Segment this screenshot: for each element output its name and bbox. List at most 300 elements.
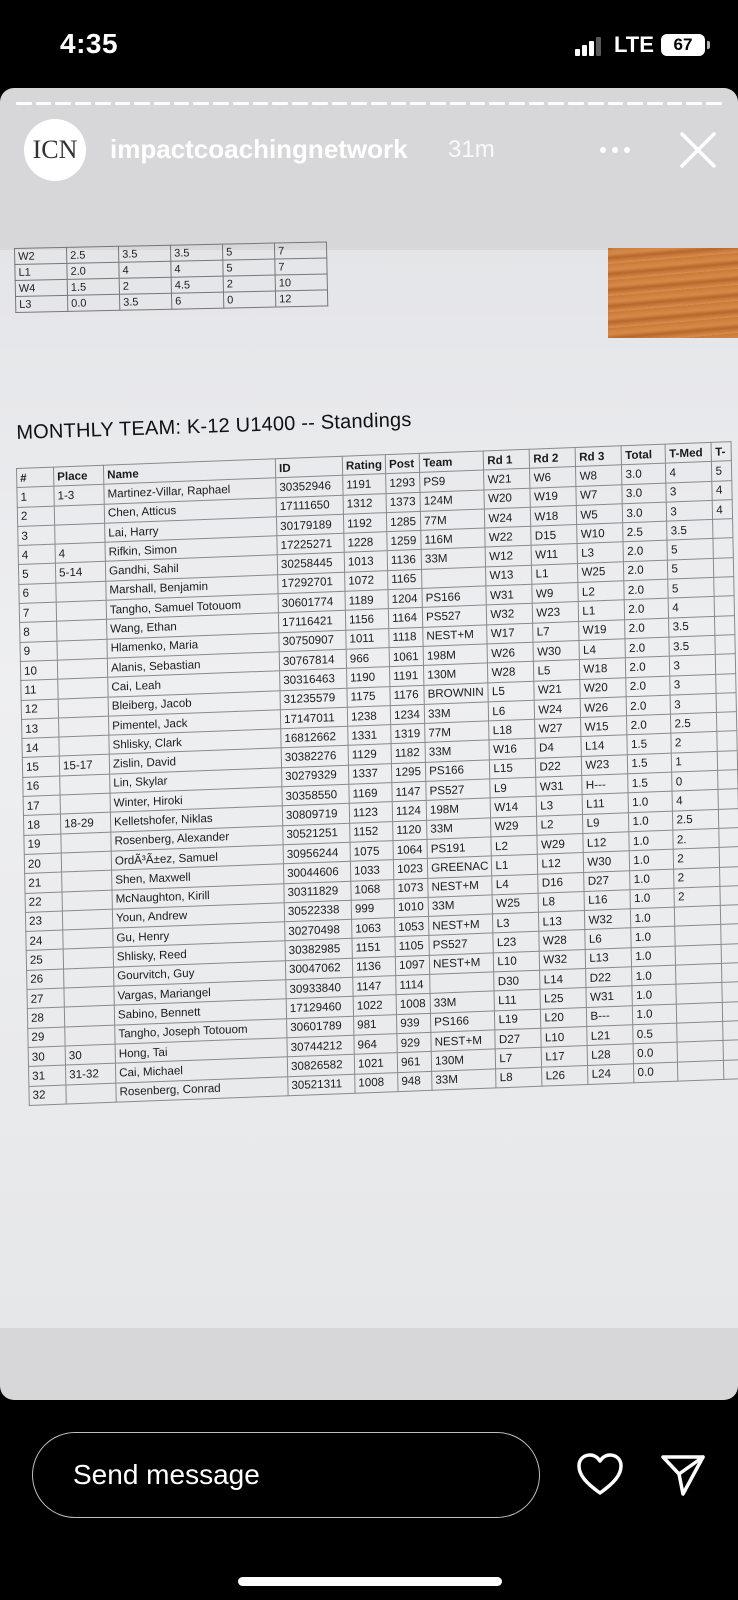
table-cell: 198M xyxy=(423,644,488,666)
table-cell: 17 xyxy=(23,795,60,816)
column-header: Rd 1 xyxy=(484,449,530,470)
table-cell: 30179189 xyxy=(276,514,343,536)
network-label: LTE xyxy=(614,32,654,57)
table-cell: 30352946 xyxy=(276,476,343,498)
story-progress-bar xyxy=(16,102,722,105)
table-cell: 2.0 xyxy=(625,637,669,658)
table-cell xyxy=(58,697,108,718)
table-cell xyxy=(56,600,106,621)
table-cell: 29 xyxy=(28,1027,65,1048)
column-header: Rd 2 xyxy=(530,447,576,468)
send-message-input[interactable] xyxy=(73,1433,513,1517)
table-cell: 1013 xyxy=(344,551,387,572)
table-cell: W32 xyxy=(487,604,533,625)
table-cell: L16 xyxy=(584,890,630,911)
table-cell xyxy=(718,770,738,790)
table-cell: Cai, Michael xyxy=(115,1057,287,1083)
table-cell: Alanis, Sebastian xyxy=(107,652,279,678)
table-cell xyxy=(60,774,110,795)
mini-table-cell: 3.5 xyxy=(170,244,222,261)
table-cell: W20 xyxy=(484,488,530,509)
table-cell: NEST+M xyxy=(429,914,494,936)
table-cell: 18-29 xyxy=(60,813,110,834)
table-cell: 1129 xyxy=(348,744,391,765)
table-cell: Rifkin, Simon xyxy=(105,536,277,562)
mini-table-cell: L1 xyxy=(15,263,67,280)
table-cell: 2. xyxy=(673,828,719,849)
table-cell: L8 xyxy=(538,891,584,912)
table-cell: L3 xyxy=(577,542,623,563)
table-cell: 30 xyxy=(28,1046,65,1067)
table-cell: 1022 xyxy=(353,995,396,1016)
table-cell: 2.5 xyxy=(673,809,719,830)
table-cell: 964 xyxy=(354,1034,397,1055)
table-cell: L21 xyxy=(587,1025,633,1046)
table-cell: W27 xyxy=(535,718,581,739)
avatar[interactable]: ICN xyxy=(24,119,86,181)
battery-icon: 67 xyxy=(661,34,705,56)
table-cell: 1.5 xyxy=(628,772,672,793)
table-cell: 20 xyxy=(24,853,61,874)
table-cell xyxy=(716,654,736,674)
table-cell: 5-14 xyxy=(55,562,105,583)
table-cell: 981 xyxy=(354,1014,397,1035)
table-cell: L7 xyxy=(496,1047,542,1068)
table-cell: 30258445 xyxy=(277,553,344,575)
table-cell: 4 xyxy=(713,500,733,520)
table-cell: L10 xyxy=(541,1026,587,1047)
table-cell: 1331 xyxy=(348,725,391,746)
table-cell: 1228 xyxy=(344,532,387,553)
column-header: Total xyxy=(622,444,666,465)
table-cell: H--- xyxy=(582,774,628,795)
table-cell: L4 xyxy=(492,874,538,895)
table-cell: 33M xyxy=(424,702,489,724)
table-cell: 1072 xyxy=(345,570,388,591)
table-cell: 198M xyxy=(426,798,491,820)
table-cell xyxy=(430,972,495,994)
table-cell: 22 xyxy=(25,892,62,913)
table-cell: 28 xyxy=(27,1007,64,1028)
table-cell: L14 xyxy=(540,968,586,989)
table-cell: 5 xyxy=(668,577,714,598)
table-cell: L5 xyxy=(488,681,534,702)
table-cell: L17 xyxy=(542,1046,588,1067)
table-cell: Gu, Henry xyxy=(113,922,285,948)
table-cell: Gandhi, Sahil xyxy=(105,555,277,581)
table-cell: Winter, Hiroki xyxy=(110,787,282,813)
table-cell: 1156 xyxy=(345,609,388,630)
table-cell: 33M xyxy=(427,818,492,840)
mini-table-cell: 7 xyxy=(274,242,326,259)
table-cell: 1285 xyxy=(386,511,420,532)
send-icon[interactable] xyxy=(660,1452,706,1498)
table-cell: W24 xyxy=(485,507,531,528)
table-cell: W17 xyxy=(487,623,533,644)
mini-table-cell: 12 xyxy=(275,290,327,307)
table-cell: 15-17 xyxy=(59,755,109,776)
table-cell: W29 xyxy=(537,833,583,854)
table-cell: 1.0 xyxy=(629,830,673,851)
table-cell: 1 xyxy=(672,751,718,772)
table-cell: 31235579 xyxy=(280,688,347,710)
table-cell: Lin, Skylar xyxy=(110,767,282,793)
table-cell: W12 xyxy=(486,546,532,567)
table-cell: PS9 xyxy=(420,470,485,492)
table-cell: 1075 xyxy=(350,841,393,862)
column-header: Post xyxy=(385,453,419,474)
table-cell: 1 xyxy=(17,486,54,507)
table-cell: Hong, Tai xyxy=(115,1038,287,1064)
table-cell: 1.0 xyxy=(631,907,675,928)
table-cell: Lai, Harry xyxy=(105,517,277,543)
table-cell xyxy=(64,967,114,988)
table-cell: 2 xyxy=(17,506,54,527)
table-cell: W15 xyxy=(581,716,627,737)
table-cell xyxy=(722,963,738,983)
table-cell xyxy=(677,1002,723,1023)
table-cell: 2.0 xyxy=(627,714,671,735)
table-cell: 124M xyxy=(420,490,485,512)
table-cell: 4 xyxy=(669,597,715,618)
standings-title: MONTHLY TEAM: K-12 U1400 -- Standings xyxy=(16,408,412,444)
table-cell xyxy=(724,1059,738,1079)
mini-table-cell: 0.0 xyxy=(68,294,120,311)
table-cell: 77M xyxy=(420,509,485,531)
table-cell: 3.0 xyxy=(623,502,667,523)
wood-table-background xyxy=(608,248,738,338)
table-cell: 30382276 xyxy=(281,746,348,768)
table-cell: 30521251 xyxy=(283,823,350,845)
table-cell: 2.0 xyxy=(623,541,667,562)
table-cell: 1124 xyxy=(392,801,426,822)
table-cell: 2 xyxy=(674,867,720,888)
table-cell xyxy=(676,983,722,1004)
table-cell: Wang, Ethan xyxy=(107,613,279,639)
table-cell: W23 xyxy=(533,602,579,623)
previous-section-table xyxy=(14,241,328,313)
table-cell: 8 xyxy=(20,621,57,642)
table-cell: 30826582 xyxy=(287,1054,354,1076)
table-cell: 1337 xyxy=(348,763,391,784)
table-cell: Tangho, Joseph Totouom xyxy=(115,1018,287,1044)
table-cell xyxy=(715,596,735,616)
table-cell: 3.5 xyxy=(669,616,715,637)
table-cell: 12 xyxy=(21,699,58,720)
table-cell: 33M xyxy=(425,740,490,762)
table-cell: 1165 xyxy=(388,569,422,590)
table-cell: 999 xyxy=(351,898,394,919)
table-cell: 30047062 xyxy=(285,958,352,980)
table-cell: L13 xyxy=(539,911,585,932)
table-cell: 1176 xyxy=(390,685,424,706)
table-cell: 2.0 xyxy=(624,579,668,600)
more-options-icon[interactable] xyxy=(600,138,636,162)
table-cell xyxy=(65,1025,115,1046)
table-cell: D30 xyxy=(494,970,540,991)
table-cell: 30044606 xyxy=(283,861,350,883)
send-message-box[interactable] xyxy=(32,1432,540,1518)
story-username[interactable]: impactcoachingnetwork xyxy=(110,134,408,164)
table-cell: 3 xyxy=(670,655,716,676)
table-cell: W14 xyxy=(491,797,537,818)
table-cell: 17129460 xyxy=(286,997,353,1019)
table-cell: 10 xyxy=(20,660,57,681)
table-cell: 2.0 xyxy=(626,676,670,697)
table-cell: 16812662 xyxy=(281,726,348,748)
table-cell: 116M xyxy=(421,528,486,550)
table-cell: W31 xyxy=(486,584,532,605)
table-cell: 1136 xyxy=(352,956,395,977)
mini-table-cell: 4 xyxy=(119,261,171,278)
table-cell: 1152 xyxy=(350,821,393,842)
table-cell: Shlisky, Reed xyxy=(113,941,285,967)
table-cell: L14 xyxy=(581,735,627,756)
table-cell: L15 xyxy=(490,758,536,779)
table-cell: 0.5 xyxy=(633,1023,677,1044)
table-cell: W8 xyxy=(576,465,622,486)
table-cell: Gourvitch, Guy xyxy=(114,960,286,986)
table-cell: 1238 xyxy=(347,705,390,726)
table-cell xyxy=(676,963,722,984)
table-cell: W16 xyxy=(489,739,535,760)
table-cell xyxy=(63,948,113,969)
table-cell: 0 xyxy=(672,770,718,791)
table-cell: W31 xyxy=(586,986,632,1007)
table-cell: 1.0 xyxy=(628,791,672,812)
table-cell: L10 xyxy=(494,951,540,972)
table-cell: 966 xyxy=(346,648,389,669)
mini-table-cell: 3.5 xyxy=(119,293,171,310)
table-cell: 30382985 xyxy=(285,939,352,961)
table-cell: 4 xyxy=(18,544,55,565)
table-cell: 1.0 xyxy=(629,811,673,832)
table-cell: 5 xyxy=(18,564,55,585)
column-header: T- xyxy=(711,442,731,462)
table-cell: 33M xyxy=(430,991,495,1013)
table-cell xyxy=(678,1060,724,1081)
table-cell: W28 xyxy=(539,930,585,951)
table-cell: 1175 xyxy=(347,686,390,707)
table-cell: L5 xyxy=(534,660,580,681)
table-cell: 1118 xyxy=(389,627,423,648)
standings-table-wrapper xyxy=(16,441,738,1106)
table-cell xyxy=(715,615,735,635)
table-cell: 1.0 xyxy=(630,849,674,870)
table-cell xyxy=(60,793,110,814)
mini-table-cell: 7 xyxy=(275,258,327,275)
table-cell xyxy=(59,735,109,756)
table-cell: GREENAC xyxy=(427,856,492,878)
table-cell: W9 xyxy=(532,583,578,604)
column-header: Place xyxy=(53,465,103,486)
table-cell: W20 xyxy=(580,677,626,698)
table-cell: Sabino, Bennett xyxy=(114,999,286,1025)
table-cell: B--- xyxy=(587,1005,633,1026)
table-cell: 130M xyxy=(431,1049,496,1071)
table-cell: W30 xyxy=(584,851,630,872)
table-cell: L3 xyxy=(537,795,583,816)
table-cell: 2 xyxy=(671,732,717,753)
table-cell: W18 xyxy=(580,658,626,679)
table-cell: W6 xyxy=(530,467,576,488)
table-cell: 948 xyxy=(398,1071,432,1092)
table-cell xyxy=(57,658,107,679)
table-cell: D16 xyxy=(538,872,584,893)
table-cell: L1 xyxy=(532,563,578,584)
table-cell: L20 xyxy=(541,1007,587,1028)
heart-icon[interactable] xyxy=(576,1452,624,1496)
table-cell xyxy=(64,986,114,1007)
table-cell: 2.0 xyxy=(627,695,671,716)
table-cell: 27 xyxy=(27,988,64,1009)
table-cell xyxy=(717,731,737,751)
table-cell xyxy=(677,1041,723,1062)
table-cell: W19 xyxy=(530,486,576,507)
table-cell: W11 xyxy=(532,544,578,565)
table-cell: L24 xyxy=(588,1063,634,1084)
table-cell: 1.0 xyxy=(632,984,676,1005)
table-cell: 2.0 xyxy=(626,656,670,677)
table-cell: D22 xyxy=(536,756,582,777)
table-cell: 1010 xyxy=(394,897,428,918)
table-cell: L6 xyxy=(489,700,535,721)
table-cell xyxy=(64,1006,114,1027)
mini-table xyxy=(14,241,328,313)
table-cell: 23 xyxy=(25,911,62,932)
table-cell: 1147 xyxy=(392,781,426,802)
table-cell: 3.0 xyxy=(622,483,666,504)
table-cell: 33M xyxy=(428,895,493,917)
close-icon[interactable] xyxy=(678,130,718,170)
table-cell xyxy=(62,890,112,911)
column-header: Rating xyxy=(342,455,385,476)
table-cell: 6 xyxy=(19,583,56,604)
table-cell: 1-3 xyxy=(54,485,104,506)
table-cell xyxy=(61,832,111,853)
table-cell: L8 xyxy=(496,1067,542,1088)
table-cell: 24 xyxy=(26,930,63,951)
table-cell: 30521311 xyxy=(288,1074,355,1096)
table-cell: 4 xyxy=(712,480,732,500)
table-cell: 1259 xyxy=(387,531,421,552)
table-cell: OrdÃ³Ã±ez, Samuel xyxy=(111,845,283,871)
table-cell: L19 xyxy=(495,1009,541,1030)
table-cell: L2 xyxy=(578,581,624,602)
table-cell: L12 xyxy=(583,832,629,853)
table-cell: L12 xyxy=(538,853,584,874)
table-cell: Zislin, David xyxy=(109,748,281,774)
table-cell: 30358550 xyxy=(282,784,349,806)
table-cell: 4 xyxy=(666,462,712,483)
table-cell xyxy=(61,851,111,872)
table-cell: BROWNIN xyxy=(424,682,489,704)
table-cell: 3 xyxy=(666,481,712,502)
table-cell xyxy=(722,943,738,963)
table-cell: Shen, Maxwell xyxy=(112,864,284,890)
table-cell: W24 xyxy=(535,698,581,719)
table-cell: 33M xyxy=(421,547,486,569)
table-cell: L26 xyxy=(542,1065,588,1086)
table-cell: 1295 xyxy=(392,762,426,783)
table-cell: 19 xyxy=(24,834,61,855)
table-cell: D22 xyxy=(586,967,632,988)
table-cell: 1191 xyxy=(343,474,386,495)
table-cell xyxy=(721,924,738,944)
table-cell: PS166 xyxy=(422,586,487,608)
table-cell: PS527 xyxy=(429,933,494,955)
story-reply-bar xyxy=(0,1400,738,1600)
table-cell: 1293 xyxy=(386,473,420,494)
table-cell: 1.5 xyxy=(628,753,672,774)
table-cell xyxy=(62,909,112,930)
table-cell xyxy=(54,504,104,525)
table-cell: 17116421 xyxy=(278,611,345,633)
table-cell: 4 xyxy=(672,790,718,811)
table-cell: 961 xyxy=(397,1052,431,1073)
table-cell: 1312 xyxy=(343,493,386,514)
table-cell xyxy=(713,519,733,539)
story-viewer[interactable] xyxy=(0,88,738,1400)
table-cell: W31 xyxy=(536,776,582,797)
table-cell: 17111650 xyxy=(276,495,343,517)
table-cell: Martinez-Villar, Raphael xyxy=(104,478,276,504)
table-cell: PS527 xyxy=(422,605,487,627)
story-photo xyxy=(0,244,738,1328)
table-cell: 30956244 xyxy=(283,842,350,864)
table-cell: 1033 xyxy=(350,860,393,881)
table-cell: 1105 xyxy=(395,936,429,957)
mini-table-cell: 5 xyxy=(222,243,274,260)
table-cell xyxy=(722,982,738,1002)
table-cell: 30809719 xyxy=(282,804,349,826)
table-cell xyxy=(714,577,734,597)
table-cell: W5 xyxy=(577,504,623,525)
table-cell: W26 xyxy=(487,642,533,663)
table-cell: 7 xyxy=(19,602,56,623)
mini-table-cell: 5 xyxy=(223,259,275,276)
table-cell: 17292701 xyxy=(278,572,345,594)
table-cell xyxy=(723,1040,738,1060)
table-cell: D15 xyxy=(531,525,577,546)
table-cell: 30601789 xyxy=(287,1016,354,1038)
table-cell xyxy=(715,635,735,655)
table-cell: Chen, Atticus xyxy=(104,497,276,523)
table-cell: W18 xyxy=(531,505,577,526)
mini-table-cell: 2.0 xyxy=(67,262,119,279)
table-cell: 3.0 xyxy=(622,463,666,484)
story-time-ago: 31m xyxy=(448,136,495,163)
table-cell: 11 xyxy=(21,679,58,700)
mini-table-cell: 1.5 xyxy=(67,278,119,295)
table-cell: D27 xyxy=(495,1028,541,1049)
mini-table-cell: W4 xyxy=(15,279,67,296)
column-header: Team xyxy=(419,451,484,473)
table-cell: 16 xyxy=(23,776,60,797)
table-cell xyxy=(58,677,108,698)
table-cell xyxy=(723,1021,738,1041)
table-cell: 1192 xyxy=(343,513,386,534)
table-cell: W32 xyxy=(585,909,631,930)
table-cell: L6 xyxy=(585,928,631,949)
table-cell: L3 xyxy=(493,912,539,933)
table-cell: W19 xyxy=(579,619,625,640)
table-cell: 30750907 xyxy=(279,630,346,652)
table-cell: W13 xyxy=(486,565,532,586)
table-cell: 1023 xyxy=(393,859,427,880)
status-bar xyxy=(0,0,738,88)
table-cell: 1147 xyxy=(353,976,396,997)
